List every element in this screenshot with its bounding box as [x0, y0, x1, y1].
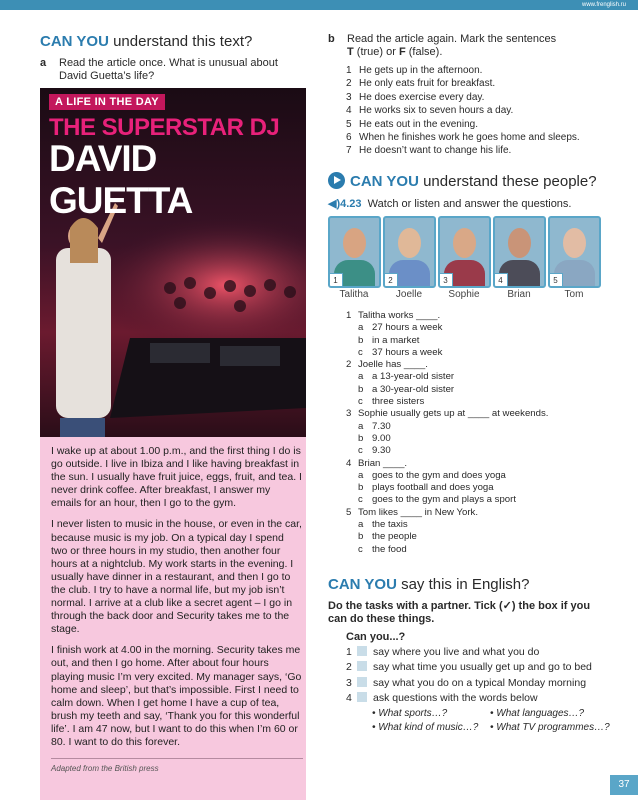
article-paragraph: I finish work at 4.00 in the morning. Security takes me out, and then I go home. After about four hours playing music I’m very excited. My manager says, ‘Go home and sleep’, but that’s impossible. First I need to calm down. When I get home I have a cup of tea, brush my teeth and say, ‘Thank you for this wonderful life’. I am 47 now, but I want to do this when I’m 60 or 80. I want to do this forever. [51, 644, 302, 748]
option-letter: c [358, 396, 363, 408]
item-number: 4 [346, 692, 352, 705]
heading-rest: say this in English? [396, 576, 530, 593]
article-title-line1: THE SUPERSTAR DJ [49, 114, 280, 141]
photo-number: 3 [438, 273, 453, 288]
false-marker: F [398, 46, 406, 58]
question-number: 2 [346, 359, 352, 371]
list-item [346, 64, 580, 77]
option-text: 37 hours a week [372, 346, 443, 358]
question-text: Tom likes ____ in New York. [358, 506, 478, 518]
task-instruction: Do the tasks with a partner. Tick (✓) the box if you can do these things. [328, 600, 591, 625]
dj-photo [40, 88, 306, 437]
heading-bold: CAN YOU [40, 33, 109, 50]
heading-understand-text [40, 33, 252, 50]
question-text: Joelle has ____. [358, 359, 428, 371]
list-item [346, 104, 580, 117]
item-text: He eats out in the evening. [359, 118, 478, 130]
item-number: 1 [346, 646, 352, 658]
option-text: goes to the gym and does yoga [372, 469, 506, 481]
item-text: ask questions with the words below [373, 692, 538, 705]
photo-number: 5 [548, 273, 563, 288]
quiz-option[interactable] [346, 494, 548, 506]
quiz-option[interactable] [346, 470, 548, 482]
person-photo [493, 216, 546, 288]
list-item [346, 118, 580, 131]
item-text: He only eats fruit for breakfast. [359, 78, 496, 90]
option-text: the people [372, 531, 417, 543]
question-words [372, 707, 622, 737]
true-marker: T [347, 46, 354, 58]
item-number: 6 [346, 132, 352, 144]
question-text: Sophie usually gets up at ____ at weekends. [358, 408, 549, 420]
option-letter: b [358, 334, 364, 346]
quiz-question [346, 310, 548, 322]
person-name: Sophie [448, 289, 480, 300]
quiz-option[interactable] [346, 371, 548, 383]
item-text: He doesn’t want to change his life. [359, 145, 512, 157]
play-icon[interactable] [328, 172, 345, 189]
can-you-label: Can you...? [346, 631, 406, 643]
article-body [51, 445, 303, 757]
person-photo [328, 216, 381, 288]
option-letter: a [358, 420, 364, 432]
question-a [40, 57, 300, 83]
checklist-item [346, 691, 592, 706]
question-number: 5 [346, 506, 352, 518]
item-number: 3 [346, 676, 352, 689]
option-letter: a [358, 519, 364, 531]
listening-quiz [346, 310, 548, 556]
quiz-option[interactable] [346, 421, 548, 433]
heading-say-english [328, 576, 529, 593]
heading-bold: CAN YOU [350, 173, 419, 190]
option-text: 7.30 [372, 420, 391, 432]
bullet-item: • What languages…? [490, 708, 585, 719]
quiz-option[interactable] [346, 445, 548, 457]
item-number: 2 [346, 661, 352, 674]
option-letter: b [358, 383, 364, 395]
heading-understand-people [328, 172, 597, 190]
option-text: a 13-year-old sister [372, 371, 455, 383]
option-letter: c [358, 445, 363, 457]
bullet-text: What languages…? [496, 708, 585, 719]
person-photo [383, 216, 436, 288]
question-text-line1: Read the article again. Mark the sentences [347, 33, 557, 45]
checklist-item [346, 660, 592, 675]
option-letter: b [358, 482, 364, 494]
article-title-line2: DAVID GUETTA [49, 138, 193, 221]
heading-bold: CAN YOU [328, 576, 397, 593]
quiz-option[interactable] [346, 519, 548, 531]
bullet-text: What sports…? [378, 708, 448, 719]
question-letter: b [328, 33, 335, 45]
question-text: Brian ____. [358, 457, 408, 469]
question-number: 4 [346, 457, 352, 469]
item-text: say what time you usually get up and go to bed [373, 661, 592, 674]
face-shape [508, 228, 531, 258]
bullet-text: What TV programmes…? [496, 722, 610, 733]
quiz-option[interactable] [346, 531, 548, 543]
item-text: He gets up in the afternoon. [359, 65, 483, 76]
option-text: the food [372, 543, 407, 555]
option-text: 9.30 [372, 445, 391, 457]
heading-rest: understand these people? [418, 173, 597, 190]
quiz-option[interactable] [346, 433, 548, 445]
item-number: 7 [346, 145, 352, 157]
list-item [346, 144, 580, 157]
option-text: a 30-year-old sister [372, 383, 455, 395]
top-bar [0, 0, 638, 10]
article-source: Adapted from the British press [51, 764, 159, 773]
checklist [346, 645, 592, 707]
article-paragraph: I wake up at about 1.00 p.m., and the first thing I do is go outside. I live in Ibiza and I like having breakfast in the sun. I usually have fruit juice, eggs, fruit, and tea. I never drink coffee. After breakfast, I answer my emails for an hour, then I go to the gym. [51, 445, 302, 510]
item-number: 2 [346, 78, 352, 90]
checklist-item [346, 645, 592, 660]
question-text [347, 33, 618, 59]
photo-number: 4 [493, 273, 508, 288]
true-false-list [346, 64, 580, 158]
article-panel [40, 88, 306, 800]
tick-box[interactable] [357, 661, 367, 671]
photo-number: 1 [328, 273, 343, 288]
option-letter: c [358, 543, 363, 555]
text-fragment: (true) or [353, 46, 399, 58]
quiz-question [346, 507, 548, 519]
option-text: in a market [372, 334, 420, 346]
quiz-option[interactable] [346, 396, 548, 408]
item-number: 5 [346, 118, 352, 130]
heading-rest: understand this text? [108, 33, 253, 50]
question-b [328, 33, 618, 59]
person-photo [548, 216, 601, 288]
question-text: Read the article once. What is unusual about David Guetta’s life? [59, 57, 278, 82]
audio-track-number: 4.23 [340, 198, 362, 210]
audio-icon[interactable]: ◀) [328, 198, 341, 210]
person-photo [438, 216, 491, 288]
people-photos [328, 216, 600, 286]
quiz-question [346, 359, 548, 371]
option-letter: c [358, 346, 363, 358]
item-number: 3 [346, 91, 352, 103]
option-text: 27 hours a week [372, 322, 443, 334]
bullet-item: • What kind of music…? [372, 722, 479, 733]
option-text: plays football and does yoga [372, 482, 494, 494]
question-letter: a [40, 57, 47, 69]
person-name: Talitha [339, 289, 369, 300]
option-text: 9.00 [372, 432, 391, 444]
face-shape [343, 228, 366, 258]
option-text: the taxis [372, 519, 408, 531]
site-url: www.frenglish.ru [581, 2, 626, 8]
divider [51, 758, 303, 759]
photo-number: 2 [383, 273, 398, 288]
quiz-question [346, 408, 548, 420]
quiz-option[interactable] [346, 347, 548, 359]
page-number: 37 [610, 775, 638, 795]
tick-box[interactable] [357, 646, 367, 656]
article-paragraph: I never listen to music in the house, or even in the car, because music is my job. On a typical day I spend two or three hours in my studio, then another four hours at a nightclub. My work starts in the evening. I usually have dinner in a restaurant, and then I go to the club. I try to have a normal life, but my job isn’t normal. I arrive at a club like a secret agent – I go in through the back door and Security takes me to the stage. [51, 518, 302, 636]
list-item [346, 91, 580, 104]
article-tag: A LIFE IN THE DAY [49, 94, 165, 110]
quiz-option[interactable] [346, 335, 548, 347]
bullet-text: What kind of music…? [378, 722, 479, 733]
item-number: 1 [346, 65, 352, 76]
quiz-option[interactable] [346, 322, 548, 334]
face-shape [563, 228, 586, 258]
option-letter: a [358, 371, 364, 383]
option-letter: a [358, 322, 364, 334]
checklist-item [346, 676, 592, 691]
option-text: goes to the gym and plays a sport [372, 494, 516, 506]
question-number: 3 [346, 408, 352, 420]
item-text: say where you live and what you do [373, 646, 540, 658]
item-text: He does exercise every day. [359, 91, 485, 103]
list-item [346, 77, 580, 90]
question-number: 1 [346, 310, 352, 321]
quiz-question [346, 458, 548, 470]
watch-instruction [328, 197, 571, 210]
bullet-item: • What sports…? [372, 708, 448, 719]
quiz-option[interactable] [346, 482, 548, 494]
option-letter: a [358, 469, 364, 481]
item-number: 4 [346, 105, 352, 117]
person-name: Tom [564, 289, 584, 300]
quiz-option[interactable] [346, 544, 548, 556]
watch-text: Watch or listen and answer the questions. [367, 198, 572, 210]
face-shape [398, 228, 421, 258]
text-fragment: (false). [405, 46, 443, 58]
item-text: When he finishes work he goes home and sleeps. [359, 132, 580, 144]
list-item [346, 131, 580, 144]
person-name: Brian [507, 289, 531, 300]
item-text: He works six to seven hours a day. [359, 105, 514, 117]
question-text: Talitha works ____. [358, 310, 441, 321]
option-letter: b [358, 531, 364, 543]
option-letter: b [358, 432, 364, 444]
tick-box[interactable] [357, 677, 367, 687]
quiz-option[interactable] [346, 384, 548, 396]
face-shape [453, 228, 476, 258]
item-text: say what you do on a typical Monday morning [373, 676, 587, 689]
option-letter: c [358, 494, 363, 506]
person-name: Joelle [395, 289, 423, 300]
bullet-item: • What TV programmes…? [490, 722, 610, 733]
tick-box[interactable] [357, 692, 367, 702]
option-text: three sisters [372, 396, 425, 408]
